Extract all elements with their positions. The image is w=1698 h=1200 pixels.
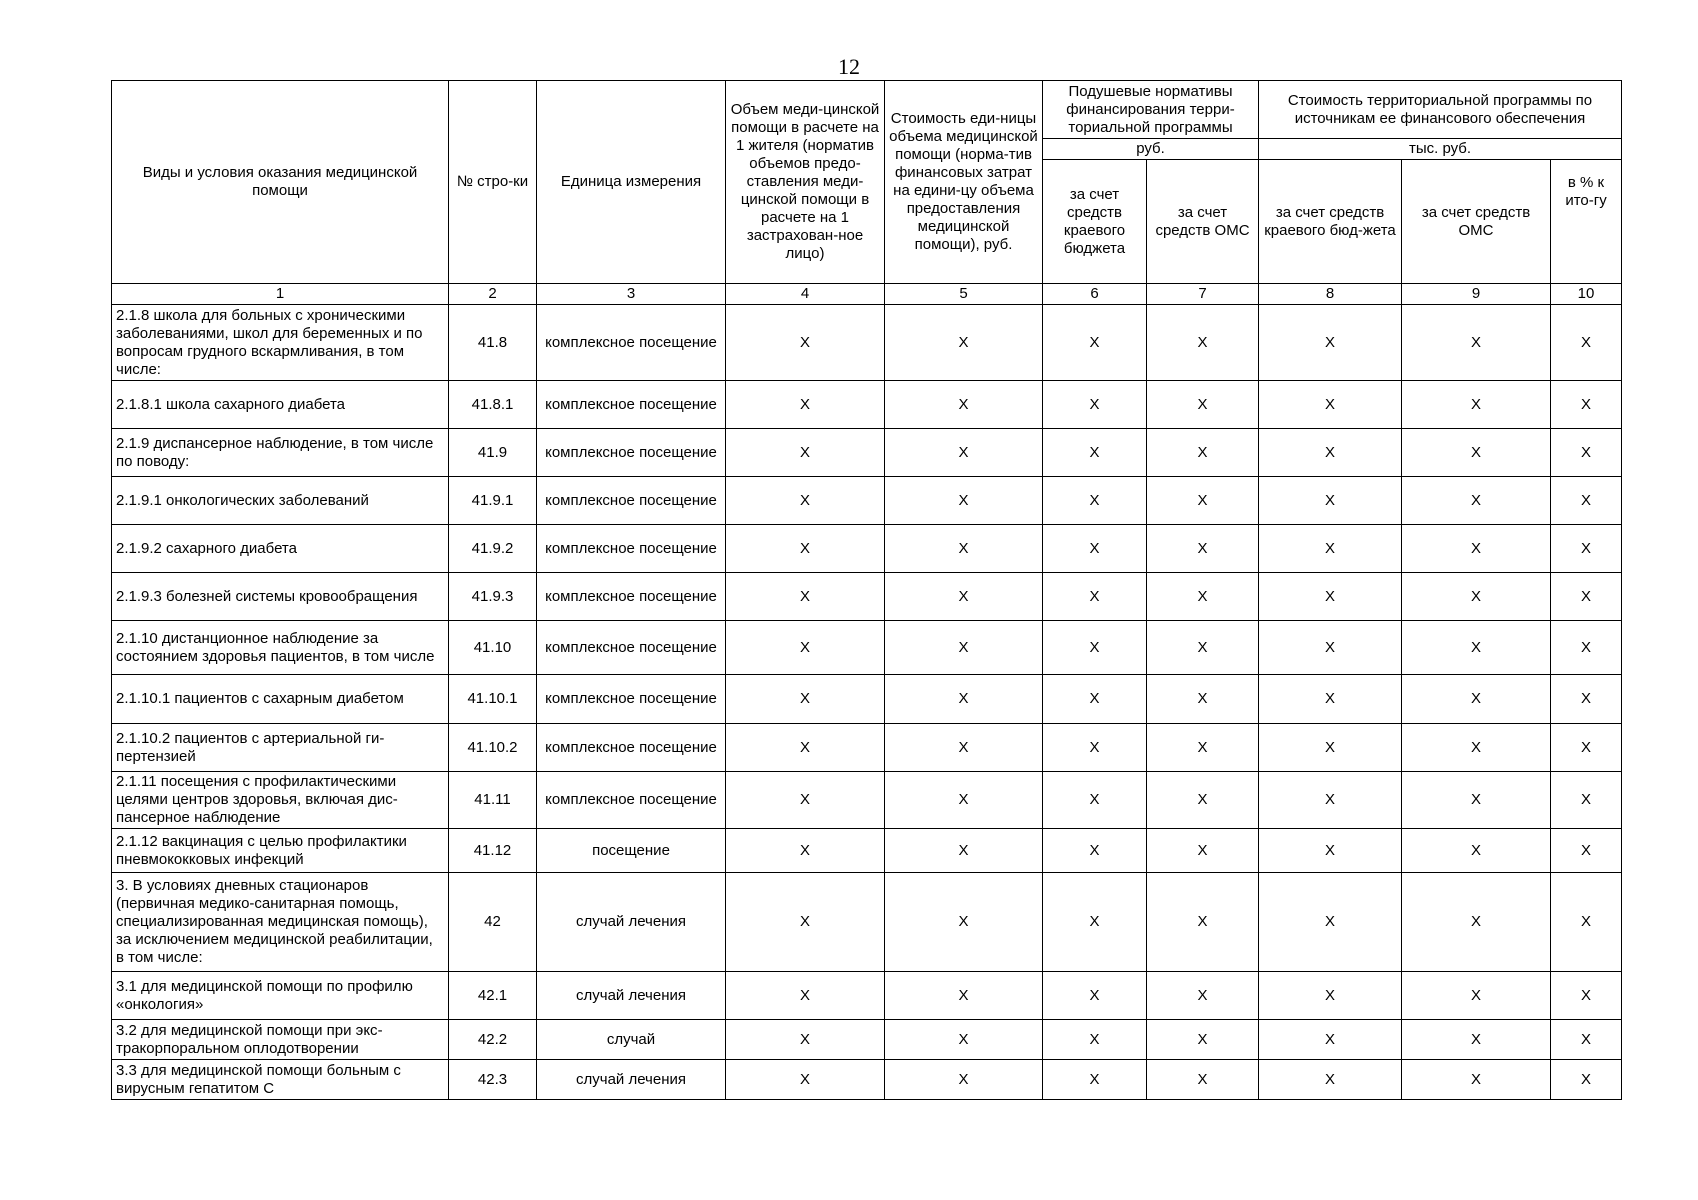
row-value-col-4: Х (726, 429, 885, 477)
row-value-col-6: Х (1043, 1060, 1147, 1100)
row-value-col-8: Х (1259, 724, 1402, 772)
table-row (112, 621, 1622, 675)
row-value-col-8: Х (1259, 1020, 1402, 1060)
row-value-col-6: Х (1043, 972, 1147, 1020)
header-col-2: № стро-ки (449, 81, 537, 284)
row-unit: случай лечения (537, 1060, 726, 1100)
table-row (112, 675, 1622, 724)
row-value-col-8: Х (1259, 305, 1402, 381)
row-value-col-8: Х (1259, 477, 1402, 525)
row-value-col-8: Х (1259, 1060, 1402, 1100)
row-value-col-5: Х (885, 1060, 1043, 1100)
row-value-col-8: Х (1259, 525, 1402, 573)
row-unit: комплексное посещение (537, 621, 726, 675)
row-value-col-6: Х (1043, 305, 1147, 381)
table-row (112, 972, 1622, 1020)
row-value-col-5: Х (885, 873, 1043, 972)
row-value-col-10: Х (1551, 305, 1622, 381)
row-name: 3. В условиях дневных стационаров (первичная медико-санитарная помощь, специализированная медицинская помощь), за исключением медицинской реабилитации, в том числе: (112, 873, 449, 972)
table-row (112, 873, 1622, 972)
header-col-6: за счет средств краевого бюджета (1043, 160, 1147, 284)
row-value-col-6: Х (1043, 772, 1147, 829)
row-value-col-4: Х (726, 772, 885, 829)
row-value-col-5: Х (885, 675, 1043, 724)
header-col-3: Единица измерения (537, 81, 726, 284)
row-value-col-7: Х (1147, 972, 1259, 1020)
row-value-col-7: Х (1147, 621, 1259, 675)
table-row (112, 829, 1622, 873)
row-unit: комплексное посещение (537, 525, 726, 573)
row-name: 2.1.10 дистанционное наблюдение за состоянием здоровья пациентов, в том числе (112, 621, 449, 675)
column-number: 2 (449, 284, 537, 305)
page-number: 12 (838, 54, 860, 79)
row-value-col-10: Х (1551, 675, 1622, 724)
header-unit-thousand-rub: тыс. руб. (1259, 139, 1622, 160)
row-value-col-8: Х (1259, 675, 1402, 724)
row-value-col-10: Х (1551, 477, 1622, 525)
row-unit: посещение (537, 829, 726, 873)
row-code: 41.9 (449, 429, 537, 477)
row-value-col-4: Х (726, 621, 885, 675)
row-code: 41.10 (449, 621, 537, 675)
table-row (112, 772, 1622, 829)
row-name: 3.1 для медицинской помощи по профилю «онкология» (112, 972, 449, 1020)
row-value-col-7: Х (1147, 429, 1259, 477)
row-name: 2.1.9.1 онкологических заболеваний (112, 477, 449, 525)
header-col-5: Стоимость еди-ницы объема медицинской помощи (норма-тив финансовых затрат на едини-цу объема предоставления медицинской помощи), руб. (885, 81, 1043, 284)
row-value-col-4: Х (726, 873, 885, 972)
row-value-col-5: Х (885, 381, 1043, 429)
row-value-col-5: Х (885, 429, 1043, 477)
row-code: 41.10.2 (449, 724, 537, 772)
row-value-col-6: Х (1043, 525, 1147, 573)
row-value-col-8: Х (1259, 972, 1402, 1020)
row-value-col-10: Х (1551, 772, 1622, 829)
header-group-per-capita: Подушевые нормативы финансирования терри-ториальной программы (1043, 81, 1259, 139)
row-value-col-9: Х (1402, 429, 1551, 477)
row-value-col-4: Х (726, 573, 885, 621)
row-value-col-4: Х (726, 675, 885, 724)
row-value-col-8: Х (1259, 573, 1402, 621)
column-number: 10 (1551, 284, 1622, 305)
row-value-col-6: Х (1043, 381, 1147, 429)
row-value-col-8: Х (1259, 429, 1402, 477)
row-value-col-5: Х (885, 621, 1043, 675)
row-value-col-9: Х (1402, 1060, 1551, 1100)
row-value-col-10: Х (1551, 573, 1622, 621)
row-value-col-10: Х (1551, 381, 1622, 429)
row-unit: комплексное посещение (537, 573, 726, 621)
row-unit: комплексное посещение (537, 477, 726, 525)
row-value-col-7: Х (1147, 675, 1259, 724)
column-number: 3 (537, 284, 726, 305)
row-value-col-5: Х (885, 305, 1043, 381)
row-code: 42.1 (449, 972, 537, 1020)
row-value-col-8: Х (1259, 621, 1402, 675)
row-unit: комплексное посещение (537, 429, 726, 477)
row-value-col-6: Х (1043, 621, 1147, 675)
row-value-col-10: Х (1551, 1020, 1622, 1060)
row-value-col-9: Х (1402, 525, 1551, 573)
row-name: 2.1.8 школа для больных с хроническими заболеваниями, школ для беременных и по вопросам грудного вскармливания, в том числе: (112, 305, 449, 381)
row-name: 2.1.12 вакцинация с целью профилактики пневмококковых инфекций (112, 829, 449, 873)
table-row (112, 381, 1622, 429)
row-value-col-6: Х (1043, 675, 1147, 724)
row-value-col-9: Х (1402, 873, 1551, 972)
row-value-col-7: Х (1147, 1060, 1259, 1100)
row-value-col-8: Х (1259, 873, 1402, 972)
row-value-col-4: Х (726, 477, 885, 525)
row-value-col-5: Х (885, 573, 1043, 621)
row-value-col-4: Х (726, 972, 885, 1020)
header-group-cost: Стоимость территориальной программы по источникам ее финансового обеспечения (1259, 81, 1622, 139)
row-code: 42.3 (449, 1060, 537, 1100)
table-row (112, 724, 1622, 772)
row-code: 41.9.1 (449, 477, 537, 525)
row-value-col-9: Х (1402, 724, 1551, 772)
row-value-col-7: Х (1147, 772, 1259, 829)
header-col-4: Объем меди-цинской помощи в расчете на 1 жителя (норматив объемов предо-ставления меди-цинской помощи в расчете на 1 застрахован-ное лицо) (726, 81, 885, 284)
row-name: 2.1.10.1 пациентов с сахарным диабетом (112, 675, 449, 724)
column-numbers-row (112, 284, 1622, 305)
row-value-col-4: Х (726, 305, 885, 381)
row-name: 2.1.9.3 болезней системы кровообращения (112, 573, 449, 621)
program-cost-table (111, 80, 1622, 1100)
row-code: 41.8 (449, 305, 537, 381)
row-value-col-9: Х (1402, 381, 1551, 429)
row-value-col-9: Х (1402, 772, 1551, 829)
row-value-col-5: Х (885, 972, 1043, 1020)
row-value-col-6: Х (1043, 1020, 1147, 1060)
row-value-col-6: Х (1043, 573, 1147, 621)
row-value-col-5: Х (885, 724, 1043, 772)
header-col-1: Виды и условия оказания медицинской помощи (112, 81, 449, 284)
row-code: 41.10.1 (449, 675, 537, 724)
row-code: 41.12 (449, 829, 537, 873)
row-unit: случай лечения (537, 972, 726, 1020)
row-unit: случай лечения (537, 873, 726, 972)
row-value-col-10: Х (1551, 724, 1622, 772)
row-value-col-6: Х (1043, 724, 1147, 772)
row-value-col-8: Х (1259, 772, 1402, 829)
header-col-10: в % к ито-гу (1551, 160, 1622, 284)
row-value-col-6: Х (1043, 477, 1147, 525)
row-code: 41.9.3 (449, 573, 537, 621)
row-name: 2.1.10.2 пациентов с артериальной гипертензией (112, 724, 449, 772)
row-value-col-10: Х (1551, 1060, 1622, 1100)
column-number: 6 (1043, 284, 1147, 305)
row-code: 41.11 (449, 772, 537, 829)
row-value-col-4: Х (726, 1060, 885, 1100)
row-value-col-4: Х (726, 525, 885, 573)
row-value-col-7: Х (1147, 305, 1259, 381)
row-value-col-10: Х (1551, 621, 1622, 675)
row-unit: комплексное посещение (537, 381, 726, 429)
column-number: 5 (885, 284, 1043, 305)
row-unit: комплексное посещение (537, 305, 726, 381)
table-row (112, 429, 1622, 477)
column-number: 9 (1402, 284, 1551, 305)
column-number: 8 (1259, 284, 1402, 305)
row-unit: комплексное посещение (537, 724, 726, 772)
table-row (112, 477, 1622, 525)
table-row (112, 305, 1622, 381)
row-value-col-5: Х (885, 829, 1043, 873)
row-value-col-10: Х (1551, 429, 1622, 477)
header-col-7: за счет средств ОМС (1147, 160, 1259, 284)
row-value-col-7: Х (1147, 381, 1259, 429)
table-row (112, 573, 1622, 621)
header-col-8: за счет средств краевого бюд-жета (1259, 160, 1402, 284)
row-value-col-6: Х (1043, 873, 1147, 972)
row-value-col-9: Х (1402, 573, 1551, 621)
row-value-col-7: Х (1147, 829, 1259, 873)
row-code: 42 (449, 873, 537, 972)
row-value-col-10: Х (1551, 525, 1622, 573)
row-value-col-7: Х (1147, 525, 1259, 573)
row-value-col-7: Х (1147, 724, 1259, 772)
row-value-col-9: Х (1402, 1020, 1551, 1060)
row-value-col-7: Х (1147, 1020, 1259, 1060)
row-value-col-4: Х (726, 381, 885, 429)
row-value-col-9: Х (1402, 829, 1551, 873)
row-value-col-7: Х (1147, 873, 1259, 972)
header-col-9: за счет средств ОМС (1402, 160, 1551, 284)
table-row (112, 1060, 1622, 1100)
row-value-col-8: Х (1259, 381, 1402, 429)
row-value-col-10: Х (1551, 829, 1622, 873)
row-name: 3.3 для медицинской помощи больным с вирусным гепатитом С (112, 1060, 449, 1100)
row-code: 41.8.1 (449, 381, 537, 429)
header-unit-rub: руб. (1043, 139, 1259, 160)
row-value-col-9: Х (1402, 477, 1551, 525)
row-value-col-8: Х (1259, 829, 1402, 873)
row-value-col-9: Х (1402, 621, 1551, 675)
row-value-col-5: Х (885, 477, 1043, 525)
table-row (112, 1020, 1622, 1060)
row-value-col-6: Х (1043, 429, 1147, 477)
row-code: 42.2 (449, 1020, 537, 1060)
row-value-col-6: Х (1043, 829, 1147, 873)
row-value-col-5: Х (885, 1020, 1043, 1060)
row-unit: случай (537, 1020, 726, 1060)
row-value-col-5: Х (885, 525, 1043, 573)
row-name: 3.2 для медицинской помощи при экстракорпоральном оплодотворении (112, 1020, 449, 1060)
row-value-col-10: Х (1551, 972, 1622, 1020)
column-number: 1 (112, 284, 449, 305)
column-number: 4 (726, 284, 885, 305)
row-unit: комплексное посещение (537, 675, 726, 724)
row-name: 2.1.8.1 школа сахарного диабета (112, 381, 449, 429)
row-value-col-10: Х (1551, 873, 1622, 972)
row-value-col-9: Х (1402, 675, 1551, 724)
row-value-col-4: Х (726, 724, 885, 772)
row-value-col-5: Х (885, 772, 1043, 829)
row-value-col-7: Х (1147, 477, 1259, 525)
row-value-col-9: Х (1402, 305, 1551, 381)
row-value-col-4: Х (726, 1020, 885, 1060)
table-row (112, 525, 1622, 573)
row-name: 2.1.9.2 сахарного диабета (112, 525, 449, 573)
column-number: 7 (1147, 284, 1259, 305)
row-code: 41.9.2 (449, 525, 537, 573)
row-value-col-4: Х (726, 829, 885, 873)
row-name: 2.1.11 посещения с профилактическими целями центров здоровья, включая диспансерное наблюдение (112, 772, 449, 829)
row-name: 2.1.9 диспансерное наблюдение, в том числе по поводу: (112, 429, 449, 477)
row-unit: комплексное посещение (537, 772, 726, 829)
row-value-col-9: Х (1402, 972, 1551, 1020)
row-value-col-7: Х (1147, 573, 1259, 621)
